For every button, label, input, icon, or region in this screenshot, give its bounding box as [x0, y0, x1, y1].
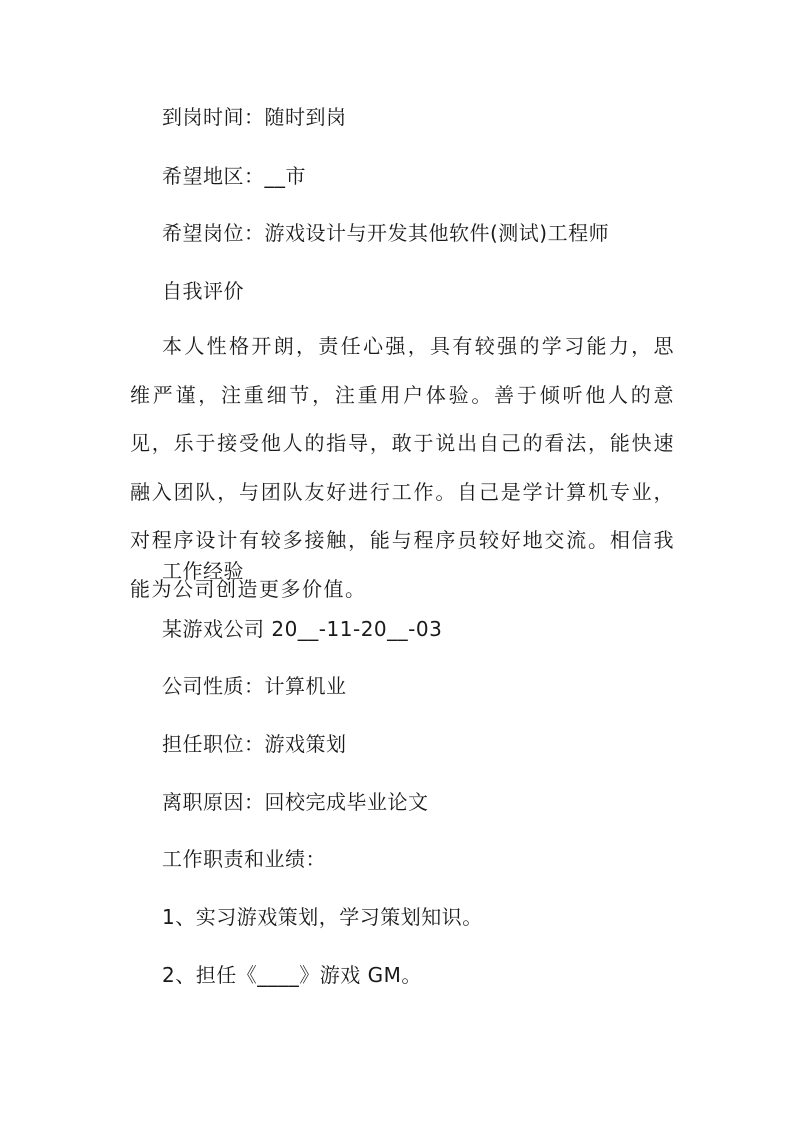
arrival-time-line: 到岗时间：随时到岗 — [162, 105, 347, 129]
self-evaluation-paragraph: 本人性格开朗，责任心强，具有较强的学习能力，思维严谨，注重细节，注重用户体验。善于倾听他人的意见，乐于接受他人的指导，敢于说出自己的看法，能快速融入团队，与团队友好进行工作。自己是学计算机专业，对程序设计有较多接触，能与程序员较好地交流。相信我能为公司创造更多价值。 — [130, 334, 675, 601]
company-line: 某游戏公司 20__-11-20__-03 — [162, 617, 443, 641]
self-evaluation-heading: 自我评价 — [162, 279, 244, 303]
desired-position-line: 希望岗位：游戏设计与开发其他软件(测试)工程师 — [162, 221, 610, 245]
duties-heading: 工作职责和业绩： — [162, 847, 326, 871]
duty-item-1: 1、实习游戏策划，学习策划知识。 — [162, 905, 483, 929]
work-experience-heading: 工作经验 — [162, 559, 244, 583]
duty-item-2: 2、担任《____》游戏 GM。 — [162, 963, 422, 987]
leave-reason-line: 离职原因：回校完成毕业论文 — [162, 790, 429, 814]
position-held-line: 担任职位：游戏策划 — [162, 732, 347, 756]
company-nature-line: 公司性质：计算机业 — [162, 674, 347, 698]
desired-region-line: 希望地区：__市 — [162, 164, 306, 188]
